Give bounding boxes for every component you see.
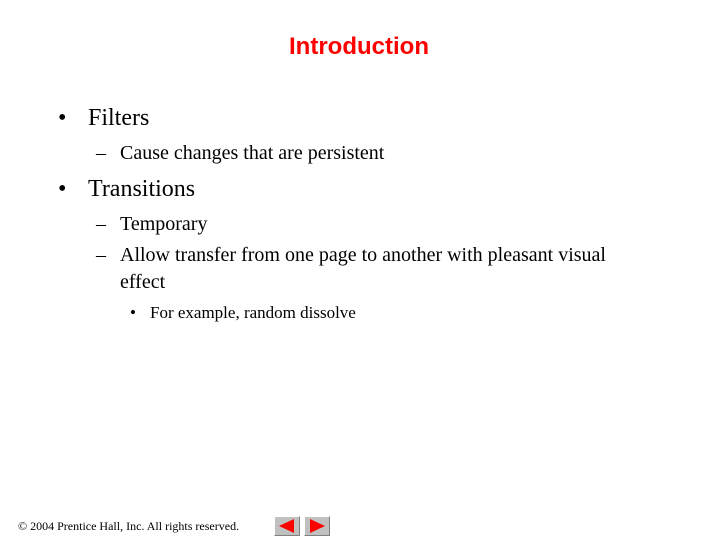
bullet-marker: •: [130, 303, 136, 322]
bullet-text: Transitions: [88, 176, 196, 202]
bullet-text: Filters: [88, 105, 150, 131]
dash-marker: –: [96, 213, 106, 235]
slide-title: Introduction: [289, 33, 429, 60]
bullet-marker: •: [58, 105, 67, 131]
sub-bullet-text-line-2: effect: [120, 271, 166, 293]
dash-marker: –: [96, 142, 106, 164]
next-slide-button[interactable]: [304, 516, 330, 536]
sub-bullet-text: Temporary: [120, 213, 208, 235]
previous-slide-button[interactable]: [274, 516, 300, 536]
dash-marker: –: [96, 244, 106, 266]
sub-sub-bullet-text: For example, random dissolve: [150, 303, 356, 322]
sub-bullet-text-line-1: Allow transfer from one page to another with pleasant visual: [120, 244, 606, 266]
copyright-footer: © 2004 Prentice Hall, Inc. All rights reserved.: [18, 519, 240, 533]
triangle-left-icon: [275, 517, 299, 535]
triangle-right-icon: [305, 517, 329, 535]
bullet-marker: •: [58, 176, 67, 202]
sub-bullet-text: Cause changes that are persistent: [120, 142, 385, 164]
